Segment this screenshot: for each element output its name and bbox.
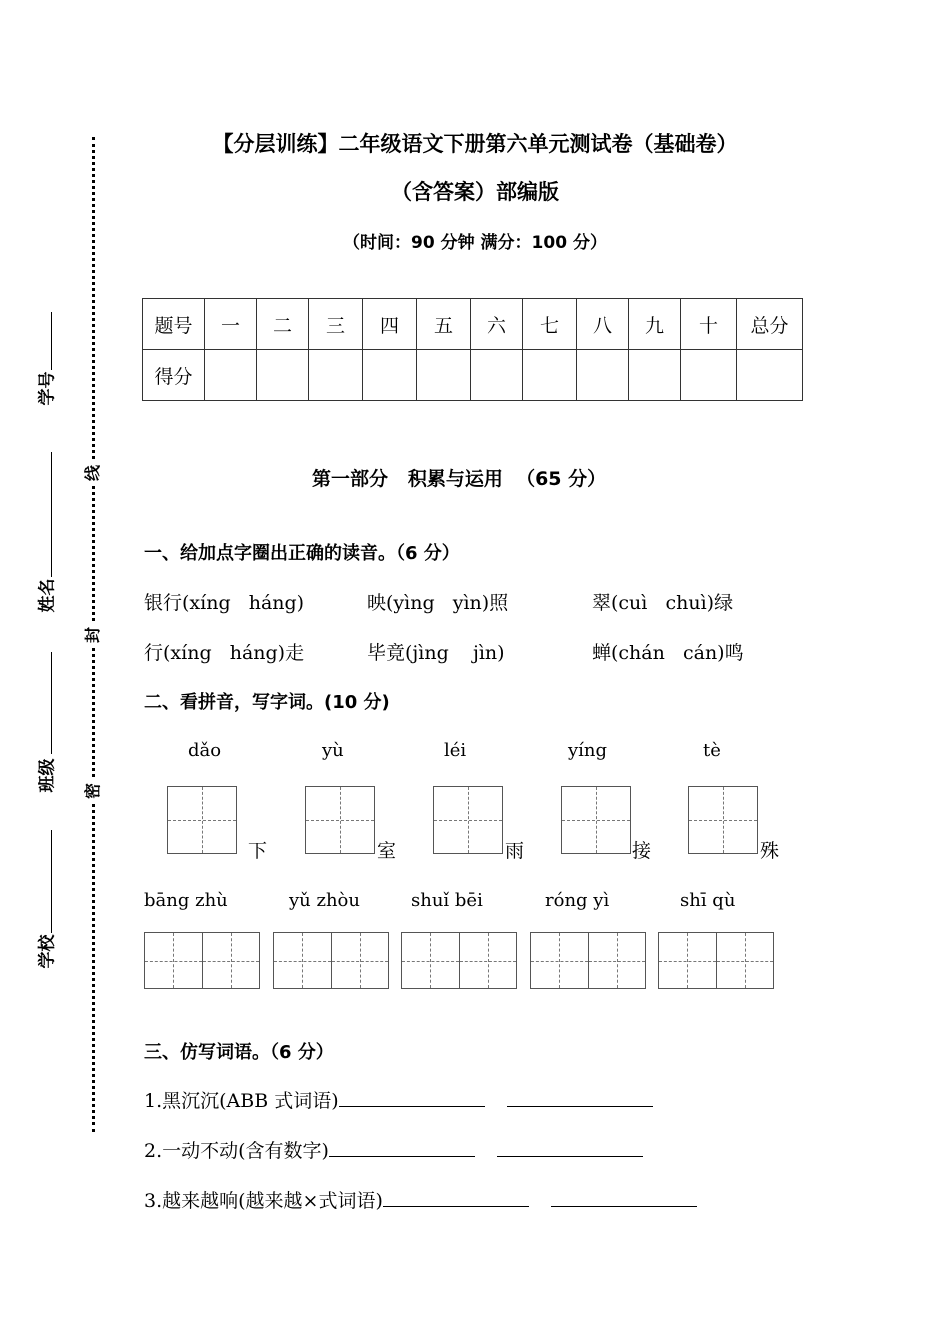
pinyin-label: dǎo <box>188 740 222 761</box>
table-cell: 总分 <box>737 299 803 350</box>
score-input-cell[interactable] <box>309 350 363 401</box>
student-id-underline <box>51 312 52 370</box>
pinyin-label: yǔ zhòu <box>289 890 360 911</box>
class-label: 班级 <box>37 758 58 793</box>
answer-blank[interactable] <box>551 1186 697 1207</box>
table-cell: 得分 <box>143 350 205 401</box>
score-input-cell[interactable] <box>629 350 681 401</box>
table-cell: 十 <box>681 299 737 350</box>
score-input-cell[interactable] <box>363 350 417 401</box>
score-input-cell[interactable] <box>737 350 803 401</box>
class-underline <box>51 652 52 754</box>
writing-grid-double[interactable] <box>530 932 646 989</box>
score-table-header-row <box>143 299 803 350</box>
part1-title: 第一部分 积累与运用 （65 分） <box>312 468 607 490</box>
table-cell: 三 <box>309 299 363 350</box>
q1-item[interactable]: 行(xíng háng)走 <box>144 642 305 664</box>
score-table <box>142 298 803 401</box>
pinyin-label: róng yì <box>545 890 610 911</box>
score-input-cell[interactable] <box>205 350 257 401</box>
pinyin-label: yù <box>322 740 344 761</box>
grid-suffix-char: 殊 <box>760 840 780 862</box>
q3-item-text: 3.越来越响(越来越×式词语) <box>144 1190 383 1212</box>
score-table-score-row <box>143 350 803 401</box>
pinyin-label: yíng <box>568 740 608 761</box>
answer-blank[interactable] <box>329 1136 475 1157</box>
table-cell: 题号 <box>143 299 205 350</box>
table-cell: 二 <box>257 299 309 350</box>
writing-grid-double[interactable] <box>401 932 517 989</box>
table-cell: 五 <box>417 299 471 350</box>
table-cell: 四 <box>363 299 417 350</box>
q3-item-text: 2.一动不动(含有数字) <box>144 1140 329 1162</box>
q1-item[interactable]: 毕竟(jìng jìn) <box>367 642 505 664</box>
q1-heading: 一、给加点字圈出正确的读音。（6 分） <box>144 543 460 564</box>
writing-grid[interactable] <box>433 786 503 854</box>
answer-blank[interactable] <box>383 1186 529 1207</box>
table-cell: 九 <box>629 299 681 350</box>
writing-grid-double[interactable] <box>144 932 260 989</box>
answer-blank[interactable] <box>339 1086 485 1107</box>
writing-grid[interactable] <box>688 786 758 854</box>
writing-grid-double[interactable] <box>658 932 774 989</box>
pinyin-label: shuǐ bēi <box>411 890 483 911</box>
binding-char-line: 线 <box>82 462 104 484</box>
score-input-cell[interactable] <box>577 350 629 401</box>
exam-info: （时间：90 分钟 满分：100 分） <box>343 233 607 253</box>
table-cell: 七 <box>523 299 577 350</box>
score-input-cell[interactable] <box>681 350 737 401</box>
q3-item <box>144 1186 697 1213</box>
q1-item[interactable]: 蝉(chán cán)鸣 <box>592 642 744 664</box>
grid-suffix-char: 室 <box>377 840 397 862</box>
answer-blank[interactable] <box>497 1136 643 1157</box>
table-cell: 八 <box>577 299 629 350</box>
q3-item <box>144 1136 643 1163</box>
writing-grid-double[interactable] <box>273 932 389 989</box>
q3-heading: 三、仿写词语。（6 分） <box>144 1042 334 1063</box>
q2-heading: 二、看拼音，写字词。(10 分) <box>144 692 390 713</box>
q1-item[interactable]: 翠(cuì chuì)绿 <box>592 592 734 614</box>
score-input-cell[interactable] <box>523 350 577 401</box>
school-label: 学校 <box>37 934 58 969</box>
pinyin-label: tè <box>703 740 721 761</box>
pinyin-label: bāng zhù <box>144 890 228 911</box>
q3-item-text: 1.黑沉沉(ABB 式词语) <box>144 1090 339 1112</box>
binding-char-seal: 封 <box>82 624 104 646</box>
writing-grid[interactable] <box>167 786 237 854</box>
score-input-cell[interactable] <box>257 350 309 401</box>
name-label: 姓名 <box>37 578 58 613</box>
pinyin-label: shī qù <box>680 890 736 911</box>
writing-grid[interactable] <box>561 786 631 854</box>
table-cell: 六 <box>471 299 523 350</box>
q1-item[interactable]: 银行(xíng háng) <box>144 592 305 614</box>
binding-char-secret: 密 <box>82 780 104 802</box>
table-cell: 一 <box>205 299 257 350</box>
page-title-line2: （含答案）部编版 <box>391 180 559 204</box>
score-input-cell[interactable] <box>417 350 471 401</box>
name-underline <box>51 452 52 577</box>
grid-suffix-char: 接 <box>632 840 652 862</box>
grid-suffix-char: 下 <box>248 840 268 862</box>
school-underline <box>51 830 52 933</box>
answer-blank[interactable] <box>507 1086 653 1107</box>
q3-item <box>144 1086 653 1113</box>
score-input-cell[interactable] <box>471 350 523 401</box>
grid-suffix-char: 雨 <box>505 840 525 862</box>
page-title: 【分层训练】二年级语文下册第六单元测试卷（基础卷） <box>212 132 738 156</box>
q1-item[interactable]: 映(yìng yìn)照 <box>367 592 509 614</box>
student-id-label: 学号 <box>37 371 58 406</box>
pinyin-label: léi <box>444 740 467 761</box>
writing-grid[interactable] <box>305 786 375 854</box>
